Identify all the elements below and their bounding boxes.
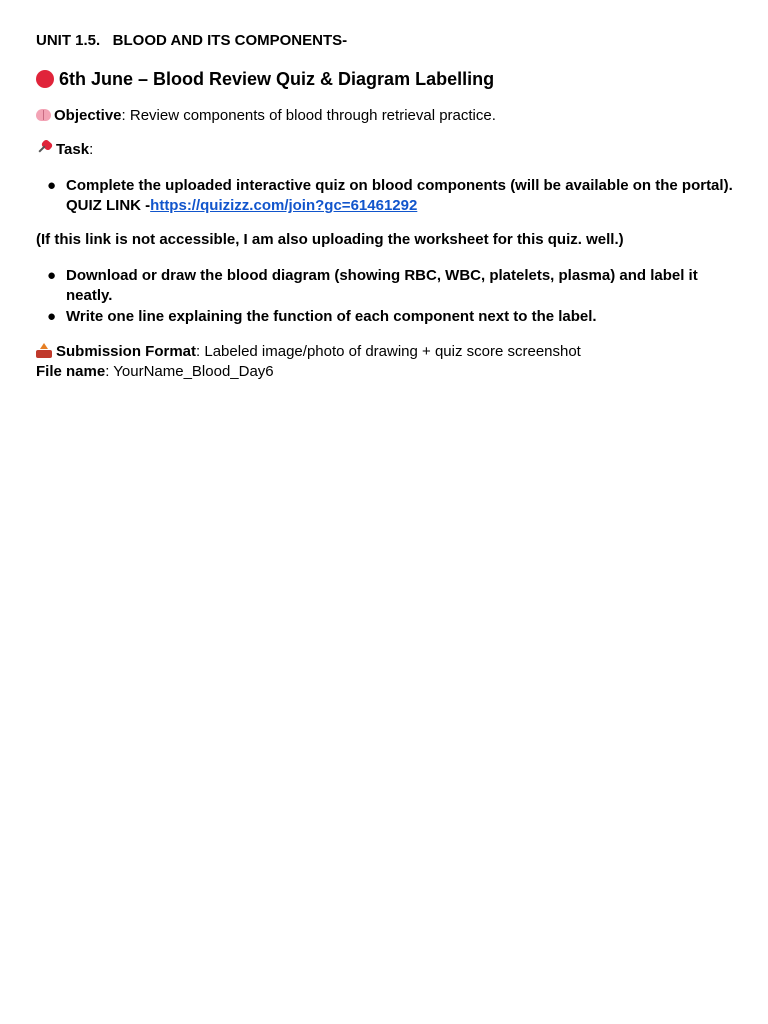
unit-title: UNIT 1.5. BLOOD AND ITS COMPONENTS- (36, 32, 348, 49)
pushpin-icon (36, 141, 53, 156)
bullet-text: Download or draw the blood diagram (showing RBC, WBC, platelets, plasma) and label it neatly. (66, 267, 698, 304)
bullet-mark: ● (47, 177, 57, 194)
submission-line (36, 342, 581, 362)
note-line: (If this link is not accessible, I am also uploading the worksheet for this quiz. well.) (36, 231, 624, 248)
list-item (36, 176, 736, 216)
objective-line (36, 106, 496, 126)
file-name-label: File name (36, 363, 106, 380)
file-name-text: : YourName_Blood_Day6 (105, 363, 274, 380)
task-list-2 (36, 266, 736, 327)
task-label: Task (56, 141, 90, 158)
objective-label: Objective (54, 107, 122, 124)
file-name-line (36, 362, 274, 382)
bullet-mark: ● (47, 267, 57, 284)
task-list-1 (36, 176, 736, 216)
objective-text: : Review components of blood through retrieval practice. (121, 107, 496, 124)
page-heading (36, 68, 494, 90)
bullet-mark: ● (47, 308, 57, 325)
list-item (36, 266, 736, 306)
bullet-text: Write one line explaining the function of each component next to the label. (66, 308, 597, 325)
submission-text: : Labeled image/photo of drawing + quiz score screenshot (196, 343, 581, 360)
task-suffix: : (89, 141, 94, 158)
submission-label: Submission Format (56, 343, 197, 360)
red-circle-icon (36, 70, 54, 88)
brain-icon (36, 109, 51, 121)
bullet-text: Complete the uploaded interactive quiz on blood components (will be available on the portal). QUIZ LINK - (66, 177, 733, 214)
heading-text: 6th June – Blood Review Quiz & Diagram Labelling (59, 69, 495, 89)
quiz-link[interactable]: https://quizizz.com/join?gc=61461292 (150, 197, 418, 214)
list-item (36, 307, 736, 327)
outbox-tray-icon (36, 343, 53, 358)
task-line (36, 140, 93, 160)
